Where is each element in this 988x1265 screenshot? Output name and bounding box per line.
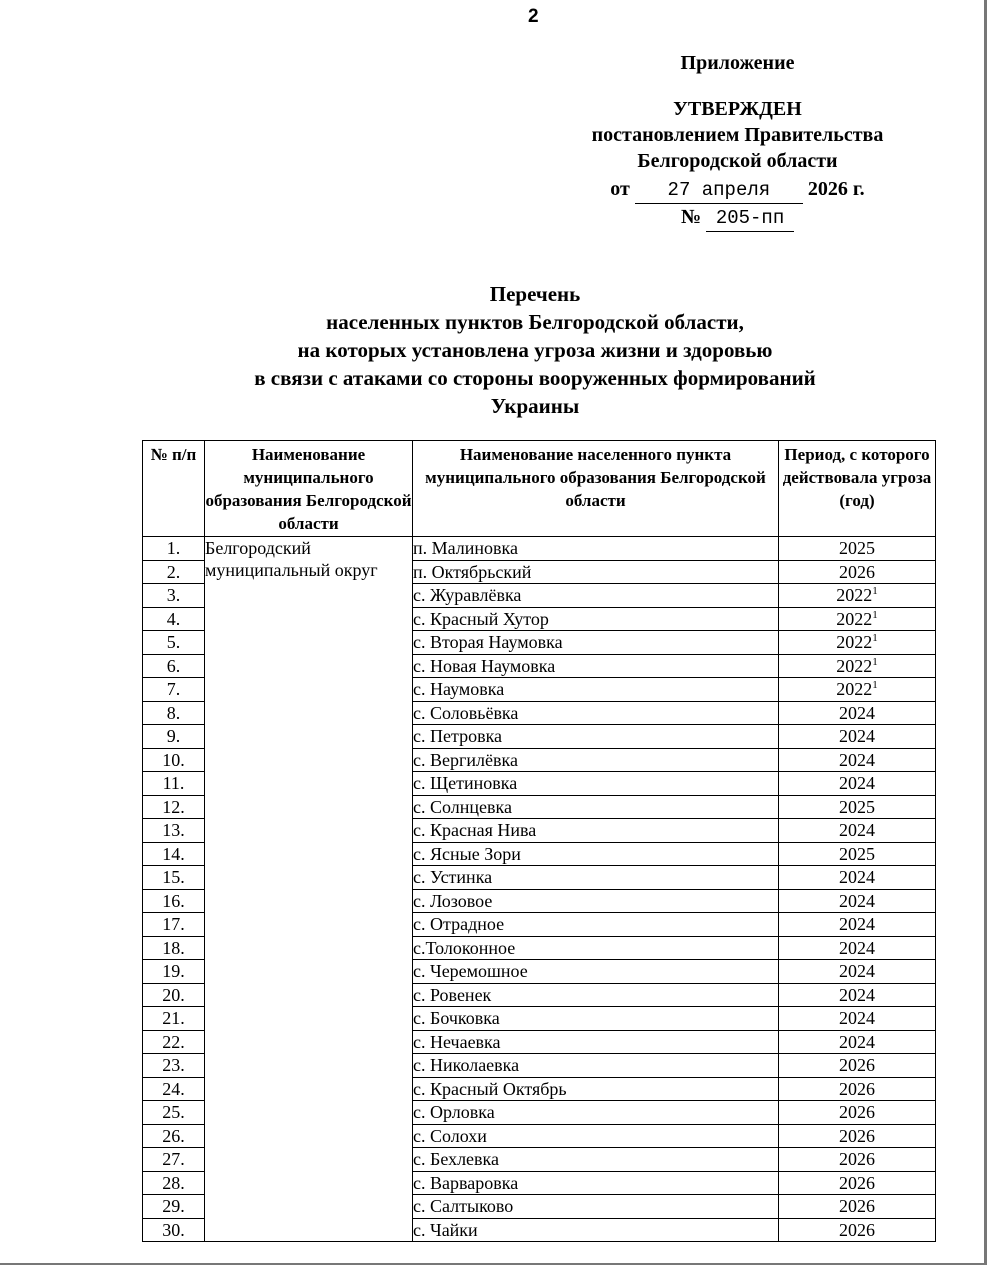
title-line-4: в связи с атаками со стороны вооруженных формирований: [254, 366, 816, 390]
threat-year-cell: [779, 819, 936, 843]
threat-year: 2024: [839, 773, 875, 793]
date-prefix: от: [610, 178, 630, 200]
row-number: 27.: [143, 1148, 205, 1172]
threat-year: 2026: [839, 561, 875, 582]
year-suffix: 2026 г.: [807, 178, 865, 200]
settlement-name: с. Салтыково: [413, 1195, 779, 1219]
page-number: 2: [528, 6, 539, 27]
settlement-name: с. Чайки: [413, 1218, 779, 1242]
threat-year-cell: [779, 584, 936, 608]
threat-year-cell: [779, 1077, 936, 1101]
settlement-name: п. Октябрьский: [413, 560, 779, 584]
threat-year: 2024: [839, 820, 875, 840]
row-number: 20.: [143, 983, 205, 1007]
threat-year: 2024: [839, 937, 875, 958]
threat-year-cell: [779, 560, 936, 584]
settlement-name: с. Солохи: [413, 1124, 779, 1148]
threat-year-cell: [779, 1195, 936, 1219]
settlement-name: с. Красный Октябрь: [413, 1077, 779, 1101]
threat-year: 2024: [839, 961, 875, 981]
threat-year: 2025: [839, 538, 875, 558]
number-prefix: №: [680, 206, 702, 228]
settlement-name: с. Черемошное: [413, 960, 779, 984]
footnote-mark: 1: [872, 679, 878, 691]
threat-year-cell: [779, 1007, 936, 1031]
table-row: [143, 537, 936, 561]
footnote-mark: 1: [872, 608, 878, 621]
row-number: 24.: [143, 1077, 205, 1101]
threat-year: 2024: [839, 702, 875, 723]
threat-year-cell: [779, 1171, 936, 1195]
municipality-name: Белгородский муниципальный округ: [205, 537, 413, 1242]
threat-year: 2024: [839, 1008, 875, 1028]
threat-year-cell: [779, 748, 936, 772]
row-number: 15.: [143, 866, 205, 890]
row-number: 8.: [143, 701, 205, 725]
date-line: [560, 176, 915, 204]
row-number: 11.: [143, 772, 205, 796]
table-body: [143, 537, 936, 1242]
settlement-name: с. Наумовка: [413, 678, 779, 702]
footnote-mark: 1: [872, 655, 878, 668]
row-number: 9.: [143, 725, 205, 749]
row-number: 25.: [143, 1101, 205, 1125]
threat-year-cell: [779, 795, 936, 819]
title-line-2: населенных пунктов Белгородской области,: [326, 310, 744, 334]
number-line: [560, 204, 915, 232]
threat-year: 2026: [839, 1219, 875, 1240]
row-number: 14.: [143, 842, 205, 866]
row-number: 12.: [143, 795, 205, 819]
threat-year-cell: [779, 678, 936, 702]
header-period: Период, с которого действовала угроза (год): [779, 441, 936, 537]
threat-year: 2024: [839, 749, 875, 770]
threat-year: 2024: [839, 984, 875, 1005]
settlement-name: с. Петровка: [413, 725, 779, 749]
threat-year: 2022: [836, 655, 873, 676]
row-number: 28.: [143, 1171, 205, 1195]
threat-year: 2026: [839, 1055, 875, 1075]
threat-year-cell: [779, 1218, 936, 1242]
threat-year: 2026: [839, 1149, 875, 1169]
threat-year: 2026: [839, 1125, 875, 1146]
settlement-name: с. Отрадное: [413, 913, 779, 937]
threat-year-cell: [779, 607, 936, 631]
row-number: 26.: [143, 1124, 205, 1148]
threat-year: 2022: [836, 632, 873, 652]
settlement-name: с. Варваровка: [413, 1171, 779, 1195]
settlement-name: с. Лозовое: [413, 889, 779, 913]
row-number: 30.: [143, 1218, 205, 1242]
settlement-name: с.Толоконное: [413, 936, 779, 960]
threat-year: 2025: [839, 843, 875, 864]
row-number: 13.: [143, 819, 205, 843]
approved-by-line2: Белгородской области: [637, 150, 838, 172]
row-number: 6.: [143, 654, 205, 678]
threat-year: 2024: [839, 890, 875, 911]
row-number: 4.: [143, 607, 205, 631]
settlement-name: с. Щетиновка: [413, 772, 779, 796]
settlement-name: с. Орловка: [413, 1101, 779, 1125]
threat-year: 2024: [839, 914, 875, 934]
approved-label: УТВЕРЖДЕН: [673, 98, 802, 120]
threat-year-cell: [779, 913, 936, 937]
settlements-table: [142, 440, 936, 1242]
approved-by-line1: постановлением Правительства: [591, 124, 884, 146]
settlement-name: п. Малиновка: [413, 537, 779, 561]
document-title: [140, 280, 930, 420]
threat-year: 2025: [839, 796, 875, 817]
threat-year-cell: [779, 1124, 936, 1148]
threat-year-cell: [779, 936, 936, 960]
row-number: 5.: [143, 631, 205, 655]
threat-year-cell: [779, 654, 936, 678]
threat-year-cell: [779, 537, 936, 561]
settlement-name: с. Ясные Зори: [413, 842, 779, 866]
threat-year-cell: [779, 842, 936, 866]
threat-year: 2022: [836, 585, 873, 605]
row-number: 19.: [143, 960, 205, 984]
header-settlement: Наименование населенного пункта муниципального образования Белгородской области: [413, 441, 779, 537]
settlement-name: с. Вторая Наумовка: [413, 631, 779, 655]
settlement-name: с. Вергилёвка: [413, 748, 779, 772]
approval-block: [560, 96, 915, 232]
settlement-name: с. Устинка: [413, 866, 779, 890]
footnote-mark: 1: [872, 632, 878, 644]
threat-year: 2026: [839, 1102, 875, 1122]
threat-year-cell: [779, 960, 936, 984]
appendix-label: Приложение: [680, 52, 795, 74]
row-number: 2.: [143, 560, 205, 584]
threat-year: 2024: [839, 867, 875, 887]
threat-year: 2022: [836, 679, 873, 699]
row-number: 21.: [143, 1007, 205, 1031]
header-municipality: Наименование муниципального образования Белгородской области: [205, 441, 413, 537]
threat-year: 2022: [836, 608, 873, 629]
threat-year-cell: [779, 701, 936, 725]
row-number: 18.: [143, 936, 205, 960]
row-number: 10.: [143, 748, 205, 772]
title-line-5: Украины: [490, 394, 580, 418]
threat-year-cell: [779, 772, 936, 796]
table-header-row: [143, 441, 936, 537]
threat-year-cell: [779, 1101, 936, 1125]
settlement-name: с. Красный Хутор: [413, 607, 779, 631]
row-number: 7.: [143, 678, 205, 702]
title-line-3: на которых установлена угроза жизни и здоровью: [297, 338, 773, 362]
row-number: 16.: [143, 889, 205, 913]
threat-year: 2024: [839, 726, 875, 746]
settlement-name: с. Николаевка: [413, 1054, 779, 1078]
row-number: 1.: [143, 537, 205, 561]
row-number: 3.: [143, 584, 205, 608]
threat-year: 2026: [839, 1172, 875, 1193]
threat-year-cell: [779, 889, 936, 913]
threat-year: 2026: [839, 1196, 875, 1216]
settlement-name: с. Бехлевка: [413, 1148, 779, 1172]
footnote-mark: 1: [872, 585, 878, 597]
settlement-name: с. Новая Наумовка: [413, 654, 779, 678]
header-num: № п/п: [143, 441, 205, 537]
settlement-name: с. Красная Нива: [413, 819, 779, 843]
settlement-name: с. Соловьёвка: [413, 701, 779, 725]
threat-year-cell: [779, 1148, 936, 1172]
threat-year: 2026: [839, 1078, 875, 1099]
settlement-name: с. Ровенек: [413, 983, 779, 1007]
threat-year-cell: [779, 866, 936, 890]
threat-year-cell: [779, 725, 936, 749]
title-line-1: Перечень: [489, 282, 581, 306]
row-number: 29.: [143, 1195, 205, 1219]
settlement-name: с. Нечаевка: [413, 1030, 779, 1054]
number-value: 205-пп: [706, 205, 794, 232]
threat-year-cell: [779, 1054, 936, 1078]
threat-year-cell: [779, 1030, 936, 1054]
row-number: 23.: [143, 1054, 205, 1078]
row-number: 17.: [143, 913, 205, 937]
threat-year-cell: [779, 631, 936, 655]
settlement-name: с. Солнцевка: [413, 795, 779, 819]
settlement-name: с. Бочковка: [413, 1007, 779, 1031]
threat-year: 2024: [839, 1031, 875, 1052]
settlement-name: с. Журавлёвка: [413, 584, 779, 608]
threat-year-cell: [779, 983, 936, 1007]
date-value: 27 апреля: [635, 177, 803, 204]
row-number: 22.: [143, 1030, 205, 1054]
